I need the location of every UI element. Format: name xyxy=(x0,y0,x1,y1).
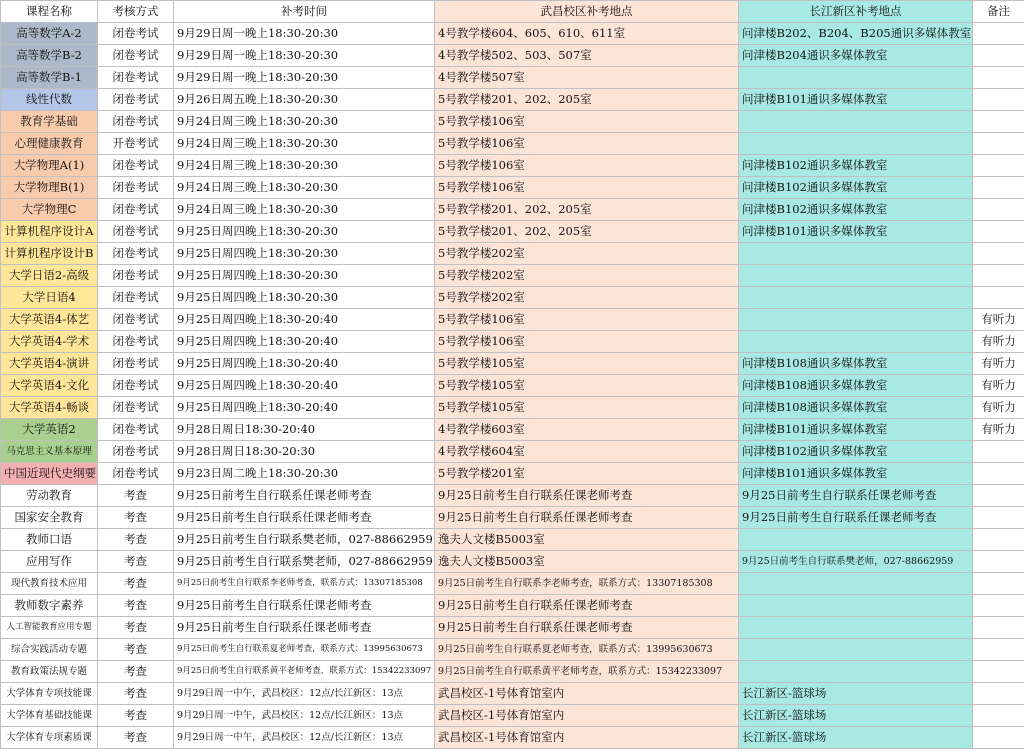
wuchang-location-cell: 9月25日前考生自行联系夏老师考查，联系方式：13995630673 xyxy=(435,639,739,661)
wuchang-location-cell: 5号教学楼105室 xyxy=(435,375,739,397)
course-cell: 大学英语4-文化 xyxy=(1,375,98,397)
changjiang-location-cell: 问津楼B108通识多媒体教室 xyxy=(739,397,973,419)
method-cell: 考查 xyxy=(98,617,174,639)
wuchang-location-cell: 武昌校区-1号体育馆室内 xyxy=(435,683,739,705)
method-cell: 考查 xyxy=(98,683,174,705)
note-cell xyxy=(973,551,1024,573)
changjiang-location-cell: 问津楼B102通识多媒体教室 xyxy=(739,441,973,463)
method-cell: 闭卷考试 xyxy=(98,397,174,419)
changjiang-location-cell xyxy=(739,287,973,309)
note-cell: 有听力 xyxy=(973,331,1024,353)
note-cell: 有听力 xyxy=(973,353,1024,375)
wuchang-location-cell: 5号教学楼106室 xyxy=(435,111,739,133)
note-cell xyxy=(973,617,1024,639)
wuchang-location-cell: 5号教学楼202室 xyxy=(435,243,739,265)
table-row xyxy=(1,727,1024,749)
wuchang-location-cell: 武昌校区-1号体育馆室内 xyxy=(435,727,739,749)
changjiang-location-cell: 问津楼B101通识多媒体教室 xyxy=(739,419,973,441)
table-row xyxy=(1,617,1024,639)
table-row xyxy=(1,463,1024,485)
note-cell xyxy=(973,463,1024,485)
course-cell: 高等数学B-2 xyxy=(1,45,98,67)
changjiang-location-cell: 9月25日前考生自行联系任课老师考查 xyxy=(739,507,973,529)
time-cell: 9月23日周二晚上18:30-20:30 xyxy=(174,463,435,485)
time-cell: 9月29日周一晚上18:30-20:30 xyxy=(174,45,435,67)
time-cell: 9月25日周四晚上18:30-20:30 xyxy=(174,243,435,265)
time-cell: 9月24日周三晚上18:30-20:30 xyxy=(174,133,435,155)
course-cell: 教师口语 xyxy=(1,529,98,551)
wuchang-location-cell: 4号教学楼604、605、610、611室 xyxy=(435,23,739,45)
note-cell xyxy=(973,155,1024,177)
time-cell: 9月28日周日18:30-20:40 xyxy=(174,419,435,441)
changjiang-location-cell: 问津楼B101通识多媒体教室 xyxy=(739,89,973,111)
wuchang-location-cell: 4号教学楼604室 xyxy=(435,441,739,463)
wuchang-location-cell: 逸夫人文楼B5003室 xyxy=(435,529,739,551)
table-row xyxy=(1,353,1024,375)
time-cell: 9月25日周四晚上18:30-20:30 xyxy=(174,221,435,243)
time-cell: 9月26日周五晚上18:30-20:30 xyxy=(174,89,435,111)
table-row xyxy=(1,529,1024,551)
table-row xyxy=(1,419,1024,441)
course-cell: 计算机程序设计A xyxy=(1,221,98,243)
wuchang-location-cell: 5号教学楼201、202、205室 xyxy=(435,221,739,243)
wuchang-location-cell: 9月25日前考生自行联系李老师考查，联系方式：13307185308 xyxy=(435,573,739,595)
wuchang-location-cell: 4号教学楼502、503、507室 xyxy=(435,45,739,67)
table-row xyxy=(1,199,1024,221)
time-cell: 9月28日周日18:30-20:30 xyxy=(174,441,435,463)
time-cell: 9月29日周一中午，武昌校区：12点/长江新区：13点 xyxy=(174,683,435,705)
course-cell: 马克思主义基本原理 xyxy=(1,441,98,463)
method-cell: 考查 xyxy=(98,529,174,551)
time-cell: 9月24日周三晚上18:30-20:30 xyxy=(174,111,435,133)
course-cell: 应用写作 xyxy=(1,551,98,573)
course-cell: 人工智能教育应用专题 xyxy=(1,617,98,639)
method-cell: 闭卷考试 xyxy=(98,331,174,353)
wuchang-location-cell: 5号教学楼201、202、205室 xyxy=(435,199,739,221)
method-cell: 考查 xyxy=(98,727,174,749)
time-cell: 9月25日前考生自行联系樊老师，027-88662959 xyxy=(174,529,435,551)
course-cell: 大学体育基础技能课 xyxy=(1,705,98,727)
time-cell: 9月25日周四晚上18:30-20:40 xyxy=(174,309,435,331)
note-cell xyxy=(973,221,1024,243)
note-cell xyxy=(973,287,1024,309)
course-cell: 大学物理A(1) xyxy=(1,155,98,177)
course-cell: 劳动教育 xyxy=(1,485,98,507)
course-cell: 大学物理C xyxy=(1,199,98,221)
wuchang-location-cell: 4号教学楼507室 xyxy=(435,67,739,89)
changjiang-location-cell xyxy=(739,331,973,353)
wuchang-location-cell: 9月25日前考生自行联系任课老师考查 xyxy=(435,485,739,507)
wuchang-location-cell: 5号教学楼202室 xyxy=(435,265,739,287)
header-makeup-time: 补考时间 xyxy=(174,1,435,23)
changjiang-location-cell: 问津楼B101通识多媒体教室 xyxy=(739,221,973,243)
table-row xyxy=(1,23,1024,45)
changjiang-location-cell: 问津楼B102通识多媒体教室 xyxy=(739,177,973,199)
changjiang-location-cell: 长江新区-篮球场 xyxy=(739,683,973,705)
changjiang-location-cell xyxy=(739,639,973,661)
method-cell: 闭卷考试 xyxy=(98,155,174,177)
course-cell: 大学英语4-演讲 xyxy=(1,353,98,375)
wuchang-location-cell: 5号教学楼202室 xyxy=(435,287,739,309)
header-note: 备注 xyxy=(973,1,1024,23)
changjiang-location-cell: 9月25日前考生自行联系任课老师考查 xyxy=(739,485,973,507)
table-row xyxy=(1,309,1024,331)
time-cell: 9月24日周三晚上18:30-20:30 xyxy=(174,199,435,221)
note-cell xyxy=(973,23,1024,45)
table-row xyxy=(1,155,1024,177)
time-cell: 9月25日前考生自行联系李老师考查，联系方式：13307185308 xyxy=(174,573,435,595)
time-cell: 9月25日前考生自行联系任课老师考查 xyxy=(174,595,435,617)
note-cell xyxy=(973,507,1024,529)
wuchang-location-cell: 逸夫人文楼B5003室 xyxy=(435,551,739,573)
wuchang-location-cell: 9月25日前考生自行联系任课老师考查 xyxy=(435,507,739,529)
wuchang-location-cell: 4号教学楼603室 xyxy=(435,419,739,441)
note-cell xyxy=(973,661,1024,683)
wuchang-location-cell: 5号教学楼106室 xyxy=(435,177,739,199)
table-row xyxy=(1,485,1024,507)
wuchang-location-cell: 5号教学楼105室 xyxy=(435,397,739,419)
wuchang-location-cell: 5号教学楼105室 xyxy=(435,353,739,375)
wuchang-location-cell: 5号教学楼106室 xyxy=(435,133,739,155)
time-cell: 9月25日前考生自行联系任课老师考查 xyxy=(174,617,435,639)
wuchang-location-cell: 5号教学楼201室 xyxy=(435,463,739,485)
table-row xyxy=(1,375,1024,397)
time-cell: 9月25日周四晚上18:30-20:40 xyxy=(174,375,435,397)
wuchang-location-cell: 5号教学楼201、202、205室 xyxy=(435,89,739,111)
table-row xyxy=(1,265,1024,287)
method-cell: 考查 xyxy=(98,639,174,661)
course-cell: 教育政策法规专题 xyxy=(1,661,98,683)
table-row xyxy=(1,551,1024,573)
changjiang-location-cell: 问津楼B202、B204、B205通识多媒体教室 xyxy=(739,23,973,45)
method-cell: 考查 xyxy=(98,595,174,617)
time-cell: 9月29日周一晚上18:30-20:30 xyxy=(174,23,435,45)
time-cell: 9月25日周四晚上18:30-20:30 xyxy=(174,287,435,309)
method-cell: 考查 xyxy=(98,507,174,529)
note-cell xyxy=(973,485,1024,507)
wuchang-location-cell: 5号教学楼106室 xyxy=(435,309,739,331)
method-cell: 闭卷考试 xyxy=(98,177,174,199)
note-cell xyxy=(973,45,1024,67)
header-assessment-method: 考核方式 xyxy=(98,1,174,23)
method-cell: 闭卷考试 xyxy=(98,419,174,441)
note-cell xyxy=(973,595,1024,617)
note-cell xyxy=(973,639,1024,661)
course-cell: 现代教育技术应用 xyxy=(1,573,98,595)
wuchang-location-cell: 5号教学楼106室 xyxy=(435,331,739,353)
method-cell: 闭卷考试 xyxy=(98,353,174,375)
wuchang-location-cell: 9月25日前考生自行联系任课老师考查 xyxy=(435,595,739,617)
note-cell xyxy=(973,529,1024,551)
method-cell: 闭卷考试 xyxy=(98,67,174,89)
method-cell: 闭卷考试 xyxy=(98,287,174,309)
changjiang-location-cell: 问津楼B204通识多媒体教室 xyxy=(739,45,973,67)
method-cell: 闭卷考试 xyxy=(98,89,174,111)
table-row xyxy=(1,111,1024,133)
time-cell: 9月25日周四晚上18:30-20:30 xyxy=(174,265,435,287)
method-cell: 考查 xyxy=(98,485,174,507)
wuchang-location-cell: 武昌校区-1号体育馆室内 xyxy=(435,705,739,727)
course-cell: 心理健康教育 xyxy=(1,133,98,155)
table-row xyxy=(1,331,1024,353)
course-cell: 大学英语4-体艺 xyxy=(1,309,98,331)
course-cell: 教师数字素养 xyxy=(1,595,98,617)
changjiang-location-cell: 问津楼B102通识多媒体教室 xyxy=(739,155,973,177)
changjiang-location-cell xyxy=(739,529,973,551)
note-cell xyxy=(973,441,1024,463)
note-cell: 有听力 xyxy=(973,397,1024,419)
changjiang-location-cell: 问津楼B108通识多媒体教室 xyxy=(739,353,973,375)
note-cell xyxy=(973,67,1024,89)
note-cell: 有听力 xyxy=(973,419,1024,441)
method-cell: 闭卷考试 xyxy=(98,199,174,221)
note-cell xyxy=(973,243,1024,265)
note-cell xyxy=(973,199,1024,221)
note-cell xyxy=(973,573,1024,595)
changjiang-location-cell: 问津楼B102通识多媒体教室 xyxy=(739,199,973,221)
method-cell: 闭卷考试 xyxy=(98,265,174,287)
table-body xyxy=(1,23,1024,749)
time-cell: 9月25日前考生自行联系任课老师考查 xyxy=(174,507,435,529)
course-cell: 大学英语4-学术 xyxy=(1,331,98,353)
changjiang-location-cell: 问津楼B108通识多媒体教室 xyxy=(739,375,973,397)
note-cell xyxy=(973,89,1024,111)
note-cell xyxy=(973,705,1024,727)
method-cell: 闭卷考试 xyxy=(98,309,174,331)
note-cell xyxy=(973,265,1024,287)
method-cell: 闭卷考试 xyxy=(98,23,174,45)
note-cell: 有听力 xyxy=(973,309,1024,331)
changjiang-location-cell: 长江新区-篮球场 xyxy=(739,705,973,727)
changjiang-location-cell xyxy=(739,133,973,155)
time-cell: 9月29日周一中午，武昌校区：12点/长江新区：13点 xyxy=(174,727,435,749)
course-cell: 线性代数 xyxy=(1,89,98,111)
time-cell: 9月25日周四晚上18:30-20:40 xyxy=(174,353,435,375)
changjiang-location-cell: 长江新区-篮球场 xyxy=(739,727,973,749)
table-row xyxy=(1,287,1024,309)
course-cell: 计算机程序设计B xyxy=(1,243,98,265)
table-row xyxy=(1,661,1024,683)
method-cell: 闭卷考试 xyxy=(98,45,174,67)
table-row xyxy=(1,89,1024,111)
time-cell: 9月25日前考生自行联系夏老师考查，联系方式：13995630673 xyxy=(174,639,435,661)
changjiang-location-cell xyxy=(739,309,973,331)
changjiang-location-cell xyxy=(739,617,973,639)
wuchang-location-cell: 9月25日前考生自行联系黄平老师考查，联系方式：15342233097 xyxy=(435,661,739,683)
time-cell: 9月25日周四晚上18:30-20:40 xyxy=(174,331,435,353)
time-cell: 9月29日周一中午，武昌校区：12点/长江新区：13点 xyxy=(174,705,435,727)
changjiang-location-cell: 问津楼B101通识多媒体教室 xyxy=(739,463,973,485)
note-cell xyxy=(973,727,1024,749)
course-cell: 教育学基础 xyxy=(1,111,98,133)
course-cell: 高等数学A-2 xyxy=(1,23,98,45)
time-cell: 9月25日前考生自行联系任课老师考查 xyxy=(174,485,435,507)
header-changjiang-location: 长江新区补考地点 xyxy=(739,1,973,23)
time-cell: 9月25日周四晚上18:30-20:40 xyxy=(174,397,435,419)
time-cell: 9月24日周三晚上18:30-20:30 xyxy=(174,177,435,199)
table-row xyxy=(1,67,1024,89)
time-cell: 9月29日周一晚上18:30-20:30 xyxy=(174,67,435,89)
note-cell xyxy=(973,111,1024,133)
table-row xyxy=(1,507,1024,529)
note-cell: 有听力 xyxy=(973,375,1024,397)
note-cell xyxy=(973,683,1024,705)
header-wuchang-location: 武昌校区补考地点 xyxy=(435,1,739,23)
method-cell: 开卷考试 xyxy=(98,133,174,155)
note-cell xyxy=(973,177,1024,199)
method-cell: 闭卷考试 xyxy=(98,243,174,265)
wuchang-location-cell: 5号教学楼106室 xyxy=(435,155,739,177)
header-row xyxy=(1,1,1024,23)
table-row xyxy=(1,639,1024,661)
method-cell: 考查 xyxy=(98,573,174,595)
course-cell: 综合实践活动专题 xyxy=(1,639,98,661)
course-cell: 高等数学B-1 xyxy=(1,67,98,89)
wuchang-location-cell: 9月25日前考生自行联系任课老师考查 xyxy=(435,617,739,639)
method-cell: 闭卷考试 xyxy=(98,375,174,397)
method-cell: 闭卷考试 xyxy=(98,221,174,243)
method-cell: 考查 xyxy=(98,705,174,727)
course-cell: 中国近现代史纲要 xyxy=(1,463,98,485)
course-cell: 大学日语2-高级 xyxy=(1,265,98,287)
header-course-name: 课程名称 xyxy=(1,1,98,23)
table-row xyxy=(1,177,1024,199)
course-cell: 大学英语2 xyxy=(1,419,98,441)
table-row xyxy=(1,397,1024,419)
course-cell: 大学日语4 xyxy=(1,287,98,309)
changjiang-location-cell xyxy=(739,243,973,265)
changjiang-location-cell xyxy=(739,111,973,133)
course-cell: 大学英语4-畅谈 xyxy=(1,397,98,419)
changjiang-location-cell xyxy=(739,265,973,287)
time-cell: 9月25日前考生自行联系樊老师，027-88662959 xyxy=(174,551,435,573)
note-cell xyxy=(973,133,1024,155)
method-cell: 考查 xyxy=(98,661,174,683)
method-cell: 考查 xyxy=(98,551,174,573)
table-row xyxy=(1,595,1024,617)
changjiang-location-cell xyxy=(739,595,973,617)
table-row xyxy=(1,133,1024,155)
table-row xyxy=(1,221,1024,243)
table-row xyxy=(1,683,1024,705)
time-cell: 9月25日前考生自行联系黄平老师考查，联系方式：15342233097 xyxy=(174,661,435,683)
method-cell: 闭卷考试 xyxy=(98,441,174,463)
changjiang-location-cell: 9月25日前考生自行联系樊老师，027-88662959 xyxy=(739,551,973,573)
changjiang-location-cell xyxy=(739,67,973,89)
time-cell: 9月24日周三晚上18:30-20:30 xyxy=(174,155,435,177)
method-cell: 闭卷考试 xyxy=(98,463,174,485)
table-row xyxy=(1,441,1024,463)
table-row xyxy=(1,705,1024,727)
course-cell: 国家安全教育 xyxy=(1,507,98,529)
table-row xyxy=(1,45,1024,67)
table-row xyxy=(1,573,1024,595)
changjiang-location-cell xyxy=(739,661,973,683)
table-row xyxy=(1,243,1024,265)
course-cell: 大学体育专项素质课 xyxy=(1,727,98,749)
course-cell: 大学体育专项技能课 xyxy=(1,683,98,705)
changjiang-location-cell xyxy=(739,573,973,595)
method-cell: 闭卷考试 xyxy=(98,111,174,133)
course-cell: 大学物理B(1) xyxy=(1,177,98,199)
